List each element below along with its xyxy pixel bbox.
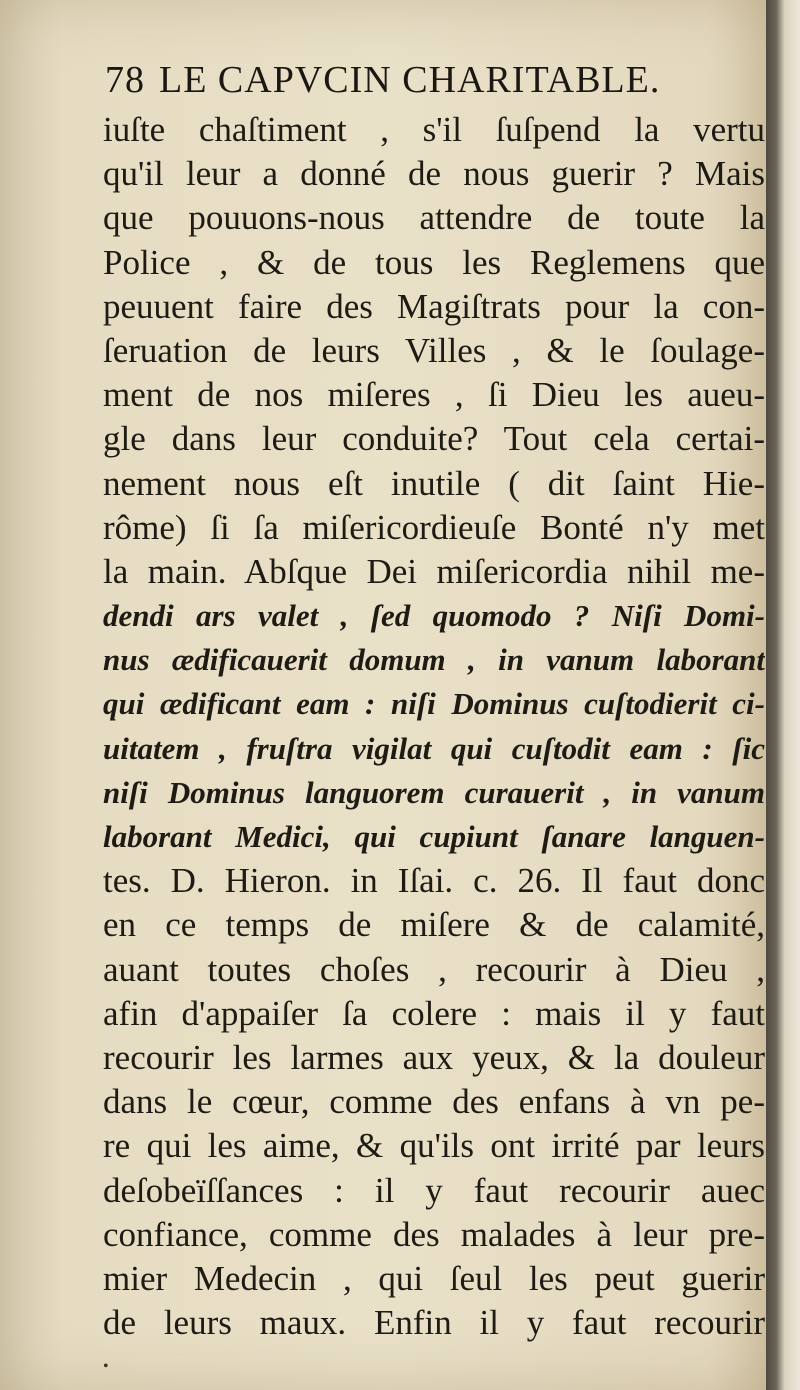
page-number: 78 <box>105 59 145 101</box>
running-head-title: LE CAPVCIN CHARITABLE. <box>159 59 661 101</box>
body-text <box>103 108 765 1345</box>
text-line: afin d'appaiſer ſa colere : mais il y faut <box>103 993 765 1033</box>
text-line: confiance, comme des malades à leur pre- <box>103 1214 765 1254</box>
text-line: dendi ars valet , ſed quomodo ? Niſi Domi- <box>103 598 765 634</box>
text-line: recourir les larmes aux yeux, & la douleur <box>103 1037 765 1077</box>
text-line: deſobeïſſances : il y faut recourir auec <box>103 1170 765 1210</box>
text-line: que pouuons-nous attendre de toute la <box>103 198 765 238</box>
text-line: Police , & de tous les Reglemens que <box>103 242 765 282</box>
text-line: nement nous eſt inutile ( dit ſaint Hie- <box>103 463 765 503</box>
text-line: iuſte chaſtiment , s'il ſuſpend la vertu <box>103 110 765 149</box>
text-line: peuuent faire des Magiſtrats pour la con- <box>103 286 765 326</box>
text-line: laborant Medici, qui cupiunt ſanare languen- <box>103 819 765 854</box>
running-header <box>105 58 765 102</box>
text-line: gle dans leur conduite? Tout cela certai- <box>103 419 765 459</box>
text-line: nus ædificauerit domum , in vanum laborant <box>103 642 765 678</box>
text-line: re qui les aime, & qu'ils ont irrité par leurs <box>103 1126 765 1166</box>
text-line: qu'il leur a donné de nous guerir ? Mais <box>103 154 765 194</box>
text-line: auant toutes choſes , recourir à Dieu , <box>103 949 765 989</box>
text-line: qui ædificant eam : niſi Dominus cuſtodierit ci- <box>103 686 765 722</box>
text-line: la main. Abſque Dei miſericordia nihil me- <box>103 551 765 591</box>
text-line: de leurs maux. Enfin il y faut recourir <box>103 1303 765 1343</box>
text-line: en ce temps de miſere & de calamité, <box>103 905 765 945</box>
text-line: ment de nos miſeres , ſi Dieu les aueu- <box>103 375 765 415</box>
text-line: mier Medecin , qui ſeul les peut guerir <box>103 1258 765 1298</box>
text-line: uitatem , fruſtra vigilat qui cuſtodit eam : ſic <box>103 730 765 766</box>
text-line: ſeruation de leurs Villes , & le ſoulage- <box>103 330 765 370</box>
text-line: niſi Dominus languorem curauerit , in vanum <box>103 774 765 810</box>
page-edge <box>766 0 800 1390</box>
signature-mark: • <box>103 1358 109 1375</box>
text-line: tes. D. Hieron. in Iſai. c. 26. Il faut donc <box>103 861 765 901</box>
text-line: dans le cœur, comme des enfans à vn pe- <box>103 1082 765 1122</box>
text-line: rôme) ſi ſa miſericordieuſe Bonté n'y met <box>103 507 765 547</box>
